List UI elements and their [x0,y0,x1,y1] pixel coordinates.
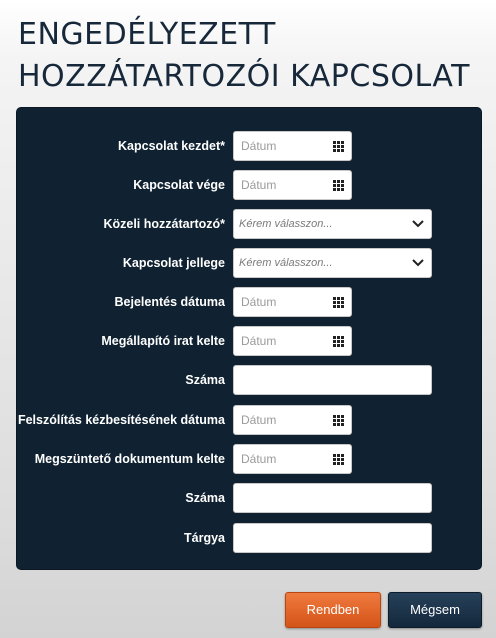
field-label: Tárgya [184,531,225,545]
kapcsolat-jellege-select[interactable] [233,248,432,278]
select-value: Kérem válasszon... [239,218,333,230]
page-title: ENGEDÉLYEZETT HOZZÁTARTOZÓI KAPCSOLAT [18,17,470,94]
kozeli-hozzatartozo-select[interactable] [233,209,432,239]
form-row-kozeli-hozzatartozo [17,209,481,239]
form-row-felszolitas-kezbesitesenek-datuma [17,405,481,435]
form-row-szama-2 [17,483,481,513]
megallapito-irat-kelte-input[interactable] [234,327,321,355]
calendar-grid-icon[interactable] [333,454,344,465]
kapcsolat-vege-input[interactable] [234,171,321,199]
field-label: Kapcsolat kezdet* [118,139,225,153]
bejelentes-datuma-date-field[interactable] [233,287,352,317]
form-row-kapcsolat-jellege [17,248,481,278]
calendar-grid-icon[interactable] [333,336,344,347]
cancel-button[interactable]: Mégsem [388,592,482,628]
calendar-grid-icon[interactable] [333,297,344,308]
form-row-bejelentes-datuma [17,287,481,317]
targya-input[interactable] [234,524,426,552]
field-label: Bejelentés dátuma [114,295,225,309]
field-label: Kapcsolat jellege [122,256,225,270]
megszunteto-dokumentum-kelte-date-field[interactable] [233,444,352,474]
select-value: Kérem válasszon... [239,257,333,269]
form-row-megszunteto-dokumentum-kelte [17,444,481,474]
szama-2-text-field[interactable] [233,483,432,513]
field-label: Megszüntető dokumentum kelte [34,452,225,466]
field-label: Kapcsolat vége [133,178,225,192]
felszolitas-datuma-input[interactable] [234,406,321,434]
form-row-megallapito-irat-kelte [17,326,481,356]
szama-2-input[interactable] [234,484,426,512]
kapcsolat-kezdet-date-field[interactable] [233,131,352,161]
form-row-kapcsolat-vege [17,170,481,200]
field-label: Száma [185,373,225,387]
targya-text-field[interactable] [233,523,432,553]
kapcsolat-vege-date-field[interactable] [233,170,352,200]
megallapito-irat-kelte-date-field[interactable] [233,326,352,356]
chevron-down-icon[interactable] [412,258,424,268]
form-row-szama-1 [17,365,481,395]
szama-1-input[interactable] [234,366,426,394]
calendar-grid-icon[interactable] [333,180,344,191]
field-label: Megállapító irat kelte [101,334,225,348]
bejelentes-datuma-input[interactable] [234,288,321,316]
field-label: Száma [185,491,225,505]
field-label: Felszólítás kézbesítésének dátuma [17,413,225,427]
szama-1-text-field[interactable] [233,365,432,395]
field-label: Közeli hozzátartozó* [103,217,225,231]
form-row-targya [17,523,481,553]
felszolitas-datuma-date-field[interactable] [233,405,352,435]
calendar-grid-icon[interactable] [333,141,344,152]
kapcsolat-kezdet-input[interactable] [234,132,321,160]
megszunteto-dokumentum-kelte-input[interactable] [234,445,321,473]
form-row-kapcsolat-kezdet [17,131,481,161]
chevron-down-icon[interactable] [412,219,424,229]
calendar-grid-icon[interactable] [333,415,344,426]
form-panel [17,108,481,569]
ok-button[interactable]: Rendben [285,592,381,628]
